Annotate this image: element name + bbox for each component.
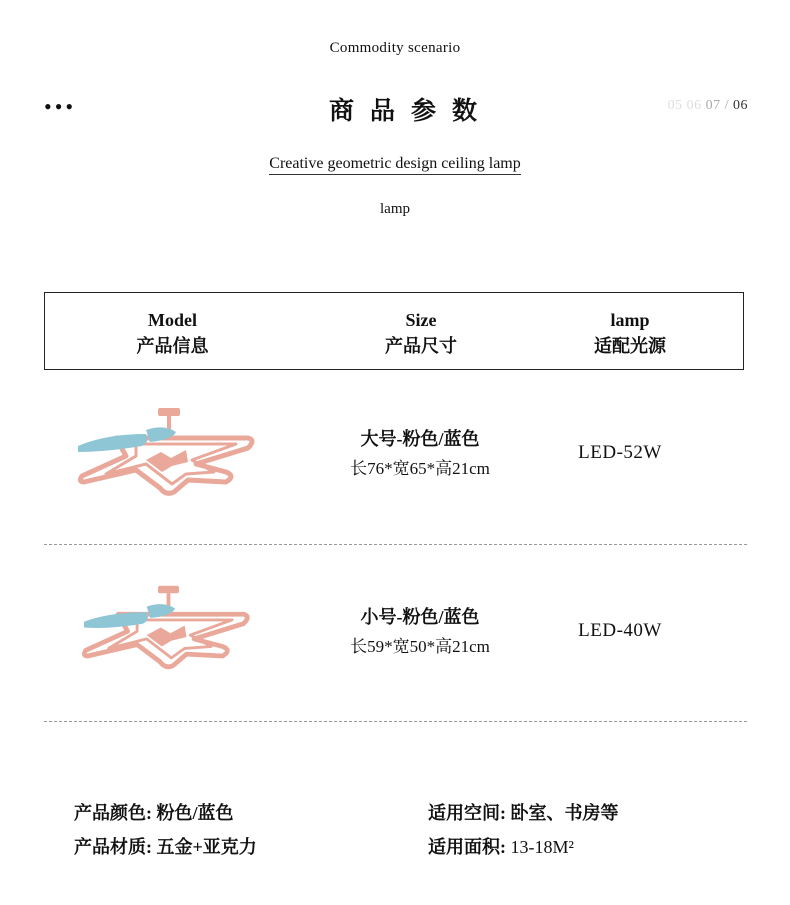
spec-space-label: 适用空间: xyxy=(428,803,506,823)
subtitle-en: Commodity scenario xyxy=(329,40,461,56)
product-heading-text: Creative geometric design ceiling lamp xyxy=(269,155,520,175)
row-2-name: 小号-粉色/蓝色 xyxy=(360,607,480,627)
spec-material-value: 五金+亚克力 xyxy=(156,837,257,857)
menu-dots-icon[interactable]: ••• xyxy=(44,94,77,119)
col-model-en: Model xyxy=(148,310,197,330)
spec-color-label: 产品颜色: xyxy=(74,803,152,823)
product-subheading: lamp xyxy=(380,201,410,217)
row-2-lamp: LED-40W xyxy=(578,620,662,641)
col-lamp xyxy=(570,307,690,359)
spec-color-value: 粉色/蓝色 xyxy=(156,803,234,823)
row-divider xyxy=(44,544,747,545)
col-model-cn: 产品信息 xyxy=(136,336,209,356)
page-title: 商品参数 xyxy=(328,98,493,125)
col-lamp-en: lamp xyxy=(610,310,650,330)
row-1-dims: 长76*宽65*高21cm xyxy=(350,459,490,478)
row-1-lamp: LED-52W xyxy=(578,442,662,463)
lamp-small-image xyxy=(78,580,258,675)
row-2-info xyxy=(320,602,520,662)
col-size-cn: 产品尺寸 xyxy=(385,336,457,356)
col-model xyxy=(115,307,230,359)
row-2-dims: 长59*宽50*高21cm xyxy=(350,637,490,656)
col-size-en: Size xyxy=(405,310,437,330)
lamp-large-image xyxy=(76,400,261,500)
page-current: 06 xyxy=(733,98,748,113)
spec-space-value: 卧室、书房等 xyxy=(510,803,619,823)
spec-material-label: 产品材质: xyxy=(74,837,152,857)
page-nums-mid: 07 / xyxy=(705,98,733,113)
table-header xyxy=(44,292,744,370)
spec-material xyxy=(74,830,257,864)
col-size xyxy=(361,307,481,359)
spec-area xyxy=(428,830,574,864)
row-divider xyxy=(44,721,747,722)
row-1-info xyxy=(320,424,520,484)
spec-area-label: 适用面积: xyxy=(428,837,506,857)
row-1-name: 大号-粉色/蓝色 xyxy=(360,429,480,449)
product-heading xyxy=(0,155,790,173)
page-nums-faded: 05 06 xyxy=(667,98,706,113)
spec-area-value: 13-18M² xyxy=(510,837,574,857)
spec-space xyxy=(428,796,619,830)
page-indicator xyxy=(668,98,748,114)
col-lamp-cn: 适配光源 xyxy=(594,336,666,356)
spec-color xyxy=(74,796,234,830)
